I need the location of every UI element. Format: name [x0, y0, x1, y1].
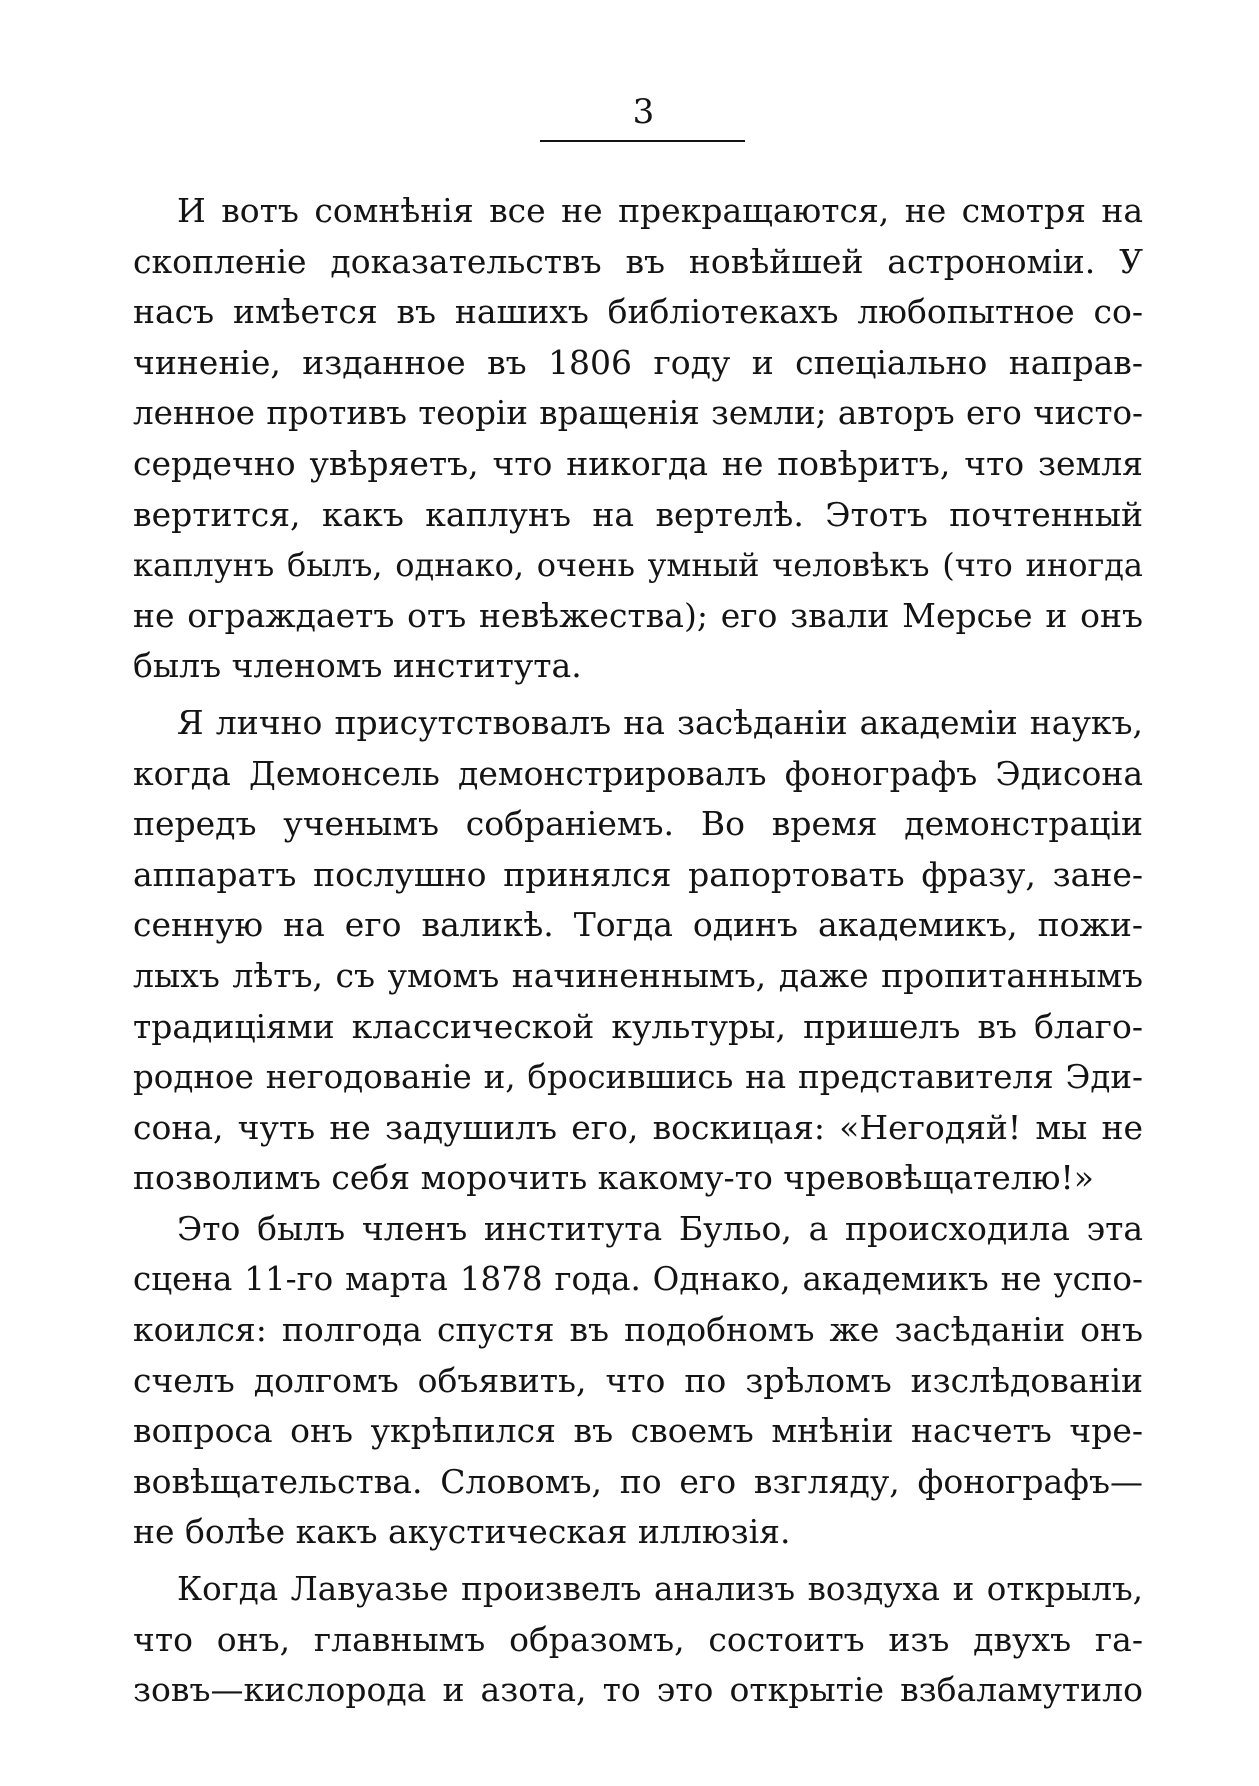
text-line: Я лично присутствовалъ на засѣданіи академіи наукъ, [177, 702, 1143, 742]
text-line: родное негодованіе и, бросившись на представителя Эди- [133, 1058, 1143, 1097]
header-rule [540, 140, 745, 142]
text-line: аппаратъ послушно принялся рапортовать фразу, зане- [133, 854, 1143, 894]
text-line: зовъ—кислорода и азота, то это открытіе взбаламутило [133, 1670, 1143, 1710]
text-line: каплунъ былъ, однако, очень умный человѣкъ (что иногда [133, 546, 1143, 585]
text-line: счелъ долгомъ объявить, что по зрѣломъ изслѣдованіи [133, 1360, 1143, 1400]
text-line: И вотъ сомнѣнія все не прекращаются, не смотря на [177, 191, 1143, 230]
text-line: вертится, какъ каплунъ на вертелѣ. Этотъ почтенный [133, 494, 1143, 534]
text-line: сона, чуть не задушилъ его, воскицая: «Негодяй! мы не [133, 1107, 1143, 1147]
text-line: скопленіе доказательствъ въ новѣйшей астрономіи. У [133, 241, 1143, 281]
text-line: чиненіе, изданное въ 1806 году и спеціально направ- [133, 342, 1143, 382]
text-line: коился: полгода спустя въ подобномъ же засѣданіи онъ [133, 1310, 1143, 1350]
page-number: 3 [632, 92, 655, 132]
text-line: не ограждаетъ отъ невѣжества); его звали Мерсье и онъ [133, 595, 1143, 635]
paragraph [133, 186, 1143, 692]
text-line: сенную на его валикѣ. Тогда одинъ академикъ, пожи- [133, 905, 1143, 945]
paragraph [133, 1204, 1143, 1558]
text-line: вовѣщательства. Словомъ, по его взгляду, фонографъ— [133, 1461, 1143, 1501]
text-line: лыхъ лѣтъ, съ умомъ начиненнымъ, даже пропитаннымъ [133, 955, 1143, 995]
text-line: Это былъ членъ института Бульо, а происходила эта [177, 1208, 1143, 1248]
text-line: традиціями классической культуры, пришелъ въ благо- [133, 1006, 1143, 1046]
text-line: былъ членомъ института. [133, 646, 582, 686]
text-line: позволимъ себя морочить какому-то чревовѣщателю!» [133, 1158, 1094, 1198]
text-line: когда Демонсель демонстрировалъ фонографъ Эдисона [133, 753, 1143, 793]
text-line: передъ ученымъ собраніемъ. Во время демонстраціи [133, 804, 1143, 844]
text-line: сцена 11-го марта 1878 года. Однако, академикъ не успо- [133, 1260, 1143, 1299]
text-line: сердечно увѣряетъ, что никогда не повѣритъ, что земля [133, 443, 1143, 483]
paragraph [133, 698, 1143, 1204]
body-text [133, 186, 1143, 1716]
paragraph [133, 1564, 1143, 1716]
text-line: не болѣе какъ акустическая иллюзія. [133, 1512, 791, 1552]
text-line: насъ имѣется въ нашихъ библіотекахъ любопытное со- [133, 292, 1143, 332]
text-line: ленное противъ теоріи вращенія земли; авторъ его чисто- [133, 394, 1143, 433]
text-line: Когда Лавуазье произвелъ анализъ воздуха и открылъ, [177, 1570, 1143, 1609]
text-line: что онъ, главнымъ образомъ, состоитъ изъ двухъ га- [133, 1619, 1143, 1659]
text-line: вопроса онъ укрѣпился въ своемъ мнѣніи насчетъ чре- [133, 1411, 1143, 1451]
